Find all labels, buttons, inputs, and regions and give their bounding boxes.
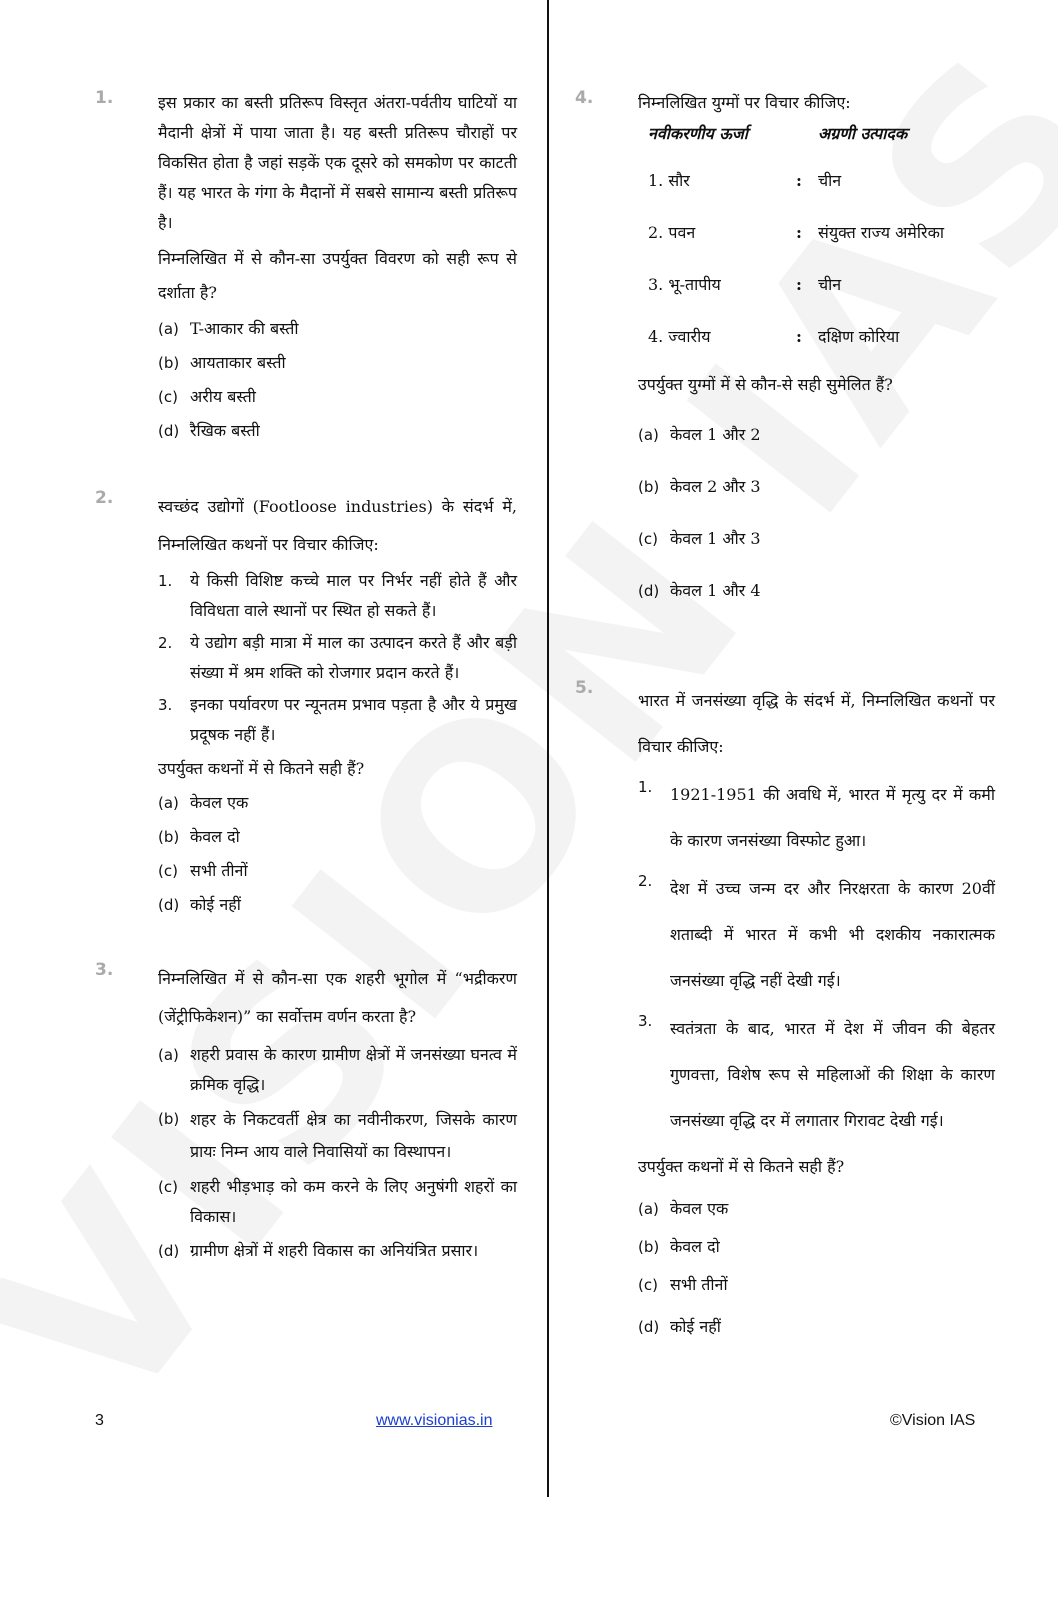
statement-number: 1.: [158, 572, 173, 590]
option-label: (b): [158, 1110, 180, 1128]
option-text: T-आकार की बस्ती: [190, 319, 299, 338]
question-prompt: निम्नलिखित में से कौन-सा उपर्युक्त विवरण को सही रूप से दर्शाता है?: [158, 249, 517, 302]
statement-number: 2.: [158, 634, 173, 652]
statement-3: [638, 1006, 995, 1144]
statement-text: 1921-1951 की अवधि में, भारत में मृत्यु दर में कमी के कारण जनसंख्या विस्फोट हुआ।: [670, 785, 995, 850]
statement-number: 3.: [638, 1012, 653, 1030]
option-text: सभी तीनों: [190, 861, 248, 880]
option-text: अरीय बस्ती: [190, 387, 256, 406]
option-c[interactable]: [158, 856, 517, 886]
question-stem: भारत में जनसंख्या वृद्धि के संदर्भ में, निम्नलिखित कथनों पर विचार कीजिए:: [638, 691, 995, 756]
option-d[interactable]: [158, 890, 517, 920]
option-text: केवल एक: [190, 793, 249, 812]
statement-number: 1.: [638, 778, 653, 796]
pair-producer: चीन: [818, 275, 842, 294]
option-text: केवल 1 और 2: [670, 425, 761, 444]
option-text: रैखिक बस्ती: [190, 421, 260, 440]
option-text: केवल 1 और 3: [670, 529, 761, 548]
option-label: (c): [638, 1276, 658, 1294]
option-b[interactable]: [158, 348, 517, 378]
pairs-header-producer: अग्रणी उत्पादक: [818, 124, 908, 143]
option-label: (a): [158, 320, 179, 338]
pair-energy: 4. ज्वारीय: [648, 327, 711, 346]
option-b[interactable]: [158, 822, 517, 852]
pair-energy: 2. पवन: [648, 223, 696, 242]
statement-2: [638, 866, 995, 1004]
option-text: केवल दो: [670, 1237, 720, 1256]
option-label: (c): [158, 1178, 178, 1196]
question-prompt: उपर्युक्त युग्मों में से कौन-से सही सुमेलित हैं?: [638, 375, 893, 394]
option-text: आयताकार बस्ती: [190, 353, 286, 372]
option-d[interactable]: [158, 1236, 517, 1266]
pair-energy: 3. भू-तापीय: [648, 275, 721, 294]
right-column: [575, 88, 995, 1342]
option-label: (d): [158, 1242, 180, 1260]
statement-text: ये उद्योग बड़ी मात्रा में माल का उत्पादन करते हैं और बड़ी संख्या में श्रम शक्ति को रोजगार प्रदान करते हैं।: [190, 633, 517, 682]
option-label: (d): [158, 896, 180, 914]
option-a[interactable]: [158, 314, 517, 344]
pair-producer: दक्षिण कोरिया: [818, 327, 900, 346]
option-label: (a): [158, 1046, 179, 1064]
question-2: [95, 488, 517, 920]
pair-separator: :: [796, 274, 802, 294]
option-label: (b): [638, 478, 660, 496]
pair-separator: :: [796, 326, 802, 346]
pair-energy: 1. सौर: [648, 171, 690, 190]
option-label: (c): [158, 862, 178, 880]
pair-separator: :: [796, 170, 802, 190]
statement-text: ये किसी विशिष्ट कच्चे माल पर निर्भर नहीं होते हैं और विविधता वाले स्थानों पर स्थित हो सकते हैं।: [190, 571, 517, 620]
question-number: 1.: [95, 88, 114, 108]
option-label: (a): [638, 1200, 659, 1218]
question-number: 3.: [95, 960, 114, 980]
question-stem: निम्नलिखित में से कौन-सा एक शहरी भूगोल में “भद्रीकरण (जेंट्रीफिकेशन)” का सर्वोत्तम वर्णन करता है?: [158, 969, 517, 1026]
option-text: केवल दो: [190, 827, 240, 846]
option-text: कोई नहीं: [190, 895, 241, 914]
option-a[interactable]: [638, 420, 995, 450]
option-label: (d): [638, 1318, 660, 1336]
page-number: 3: [95, 1412, 104, 1429]
pairs-header: [648, 122, 995, 144]
pair-row: [648, 258, 995, 310]
question-1: [95, 88, 517, 446]
option-text: कोई नहीं: [670, 1317, 721, 1336]
pairs-table: [648, 122, 995, 362]
pair-row: [648, 310, 995, 362]
option-c[interactable]: [158, 1172, 517, 1232]
website-link[interactable]: www.visionias.in: [376, 1412, 493, 1429]
option-b[interactable]: [638, 1232, 995, 1262]
option-label: (b): [638, 1238, 660, 1256]
pair-row: [648, 206, 995, 258]
statement-text: स्वतंत्रता के बाद, भारत में देश में जीवन की बेहतर गुणवत्ता, विशेष रूप से महिलाओं की शिक्षा के कारण जनसंख्या वृद्धि दर में लगातार गिरावट देखी गई।: [670, 1019, 995, 1130]
question-5: [575, 678, 995, 1342]
question-prompt: उपर्युक्त कथनों में से कितने सही हैं?: [638, 1157, 845, 1176]
option-a[interactable]: [158, 1040, 517, 1100]
option-label: (d): [638, 582, 660, 600]
pair-separator: :: [796, 222, 802, 242]
pair-producer: संयुक्त राज्य अमेरिका: [818, 223, 944, 242]
option-text: केवल 1 और 4: [670, 581, 761, 600]
statement-3: [158, 690, 517, 750]
option-c[interactable]: [638, 524, 995, 554]
question-number: 5.: [575, 678, 594, 698]
option-text: शहर के निकटवर्ती क्षेत्र का नवीनीकरण, जिसके कारण प्रायः निम्न आय वाले निवासियों का विस्थापन।: [190, 1110, 517, 1161]
statement-number: 2.: [638, 872, 653, 890]
option-text: ग्रामीण क्षेत्रों में शहरी विकास का अनियंत्रित प्रसार।: [190, 1241, 479, 1260]
pair-row: [648, 154, 995, 206]
statement-text: देश में उच्च जन्म दर और निरक्षरता के कारण 20वीं शताब्दी में भारत में कभी भी दशकीय नकारात्मक जनसंख्या वृद्धि नहीं देखी गई।: [670, 879, 995, 990]
left-column: [95, 88, 517, 1266]
question-stem: निम्नलिखित युग्मों पर विचार कीजिए:: [638, 93, 851, 112]
option-a[interactable]: [158, 788, 517, 818]
question-stem: इस प्रकार का बस्ती प्रतिरूप विस्तृत अंतरा-पर्वतीय घाटियों या मैदानी क्षेत्रों में पाया जाता है। यह बस्ती प्रतिरूप चौराहों पर विकसित होता है जहां सड़कें एक दूसरे को समकोण पर काटती हैं। यह भारत के गंगा के मैदानों में सबसे सामान्य बस्ती प्रतिरूप है।: [158, 93, 517, 232]
option-b[interactable]: [158, 1104, 517, 1168]
option-text: केवल 2 और 3: [670, 477, 761, 496]
statement-1: [158, 566, 517, 626]
option-a[interactable]: [638, 1194, 995, 1224]
option-c[interactable]: [158, 382, 517, 412]
question-number: 4.: [575, 88, 594, 108]
option-d[interactable]: [158, 416, 517, 446]
option-text: केवल एक: [670, 1199, 729, 1218]
statement-number: 3.: [158, 696, 173, 714]
option-label: (c): [638, 530, 658, 548]
option-text: सभी तीनों: [670, 1275, 728, 1294]
question-3: [95, 960, 517, 1266]
option-label: (a): [158, 794, 179, 812]
option-text: शहरी प्रवास के कारण ग्रामीण क्षेत्रों में जनसंख्या घनत्व में क्रमिक वृद्धि।: [190, 1045, 517, 1094]
question-number: 2.: [95, 488, 114, 508]
statement-1: [638, 772, 995, 864]
option-label: (a): [638, 426, 659, 444]
option-d[interactable]: [638, 576, 995, 606]
question-4: [575, 88, 995, 606]
option-label: (c): [158, 388, 178, 406]
question-stem: स्वच्छंद उद्योगों (Footloose industries) के संदर्भ में, निम्नलिखित कथनों पर विचार कीजिए:: [158, 497, 517, 554]
option-d[interactable]: [638, 1312, 995, 1342]
option-label: (b): [158, 354, 180, 372]
question-prompt: उपर्युक्त कथनों में से कितने सही हैं?: [158, 759, 365, 778]
option-c[interactable]: [638, 1270, 995, 1300]
option-label: (b): [158, 828, 180, 846]
option-b[interactable]: [638, 472, 995, 502]
option-text: शहरी भीड़भाड़ को कम करने के लिए अनुषंगी शहरों का विकास।: [190, 1177, 517, 1226]
pairs-header-energy: नवीकरणीय ऊर्जा: [648, 124, 748, 143]
option-label: (d): [158, 422, 180, 440]
copyright-text: ©Vision IAS: [890, 1412, 976, 1429]
pair-producer: चीन: [818, 171, 842, 190]
statement-text: इनका पर्यावरण पर न्यूनतम प्रभाव पड़ता है और ये प्रमुख प्रदूषक नहीं हैं।: [190, 695, 517, 744]
statement-2: [158, 628, 517, 688]
column-divider: [547, 0, 549, 1497]
